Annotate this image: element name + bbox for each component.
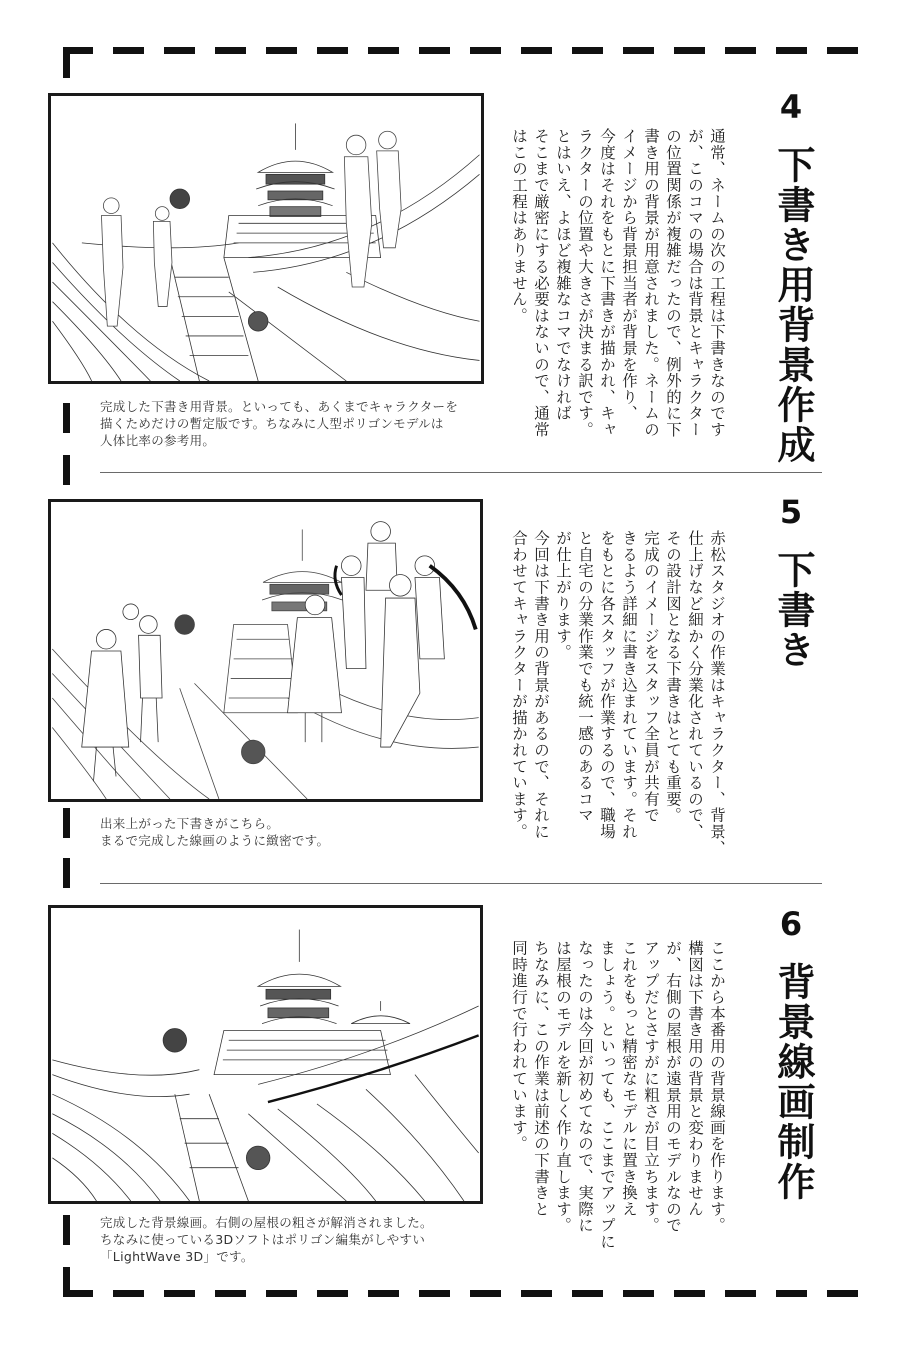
frame-dash [368, 1290, 399, 1297]
body-line: の位置関係が複雑だったので、例外的に下 [664, 128, 682, 438]
step-number: 5 [779, 493, 803, 531]
frame-dash [113, 47, 144, 54]
frame-dash [164, 1290, 195, 1297]
body-line: 完成のイメージをスタッフ全員が共有で [642, 530, 660, 824]
caption-line: 描くためだけの暫定版です。ちなみに人型ポリゴンモデルは [100, 416, 444, 431]
body-line: が、このコマの場合は背景とキャラクター [686, 128, 704, 438]
frame-dash [776, 47, 807, 54]
body-line: が、右側の屋根が遠景用のモデルなので [664, 940, 682, 1234]
body-line: 仕上げなど細かく分業化されているので、 [686, 530, 704, 840]
caption-step-4 [100, 398, 458, 449]
frame-dash [317, 47, 348, 54]
panel-image-background-lineart [48, 905, 483, 1204]
frame-dash [623, 1290, 654, 1297]
step-number: 6 [779, 905, 803, 943]
frame-dash [827, 1290, 858, 1297]
frame-dash [164, 47, 195, 54]
body-line: これをもっと精密なモデルに置き換え [620, 940, 638, 1218]
frame-dash [674, 1290, 705, 1297]
temple-background-draft-illustration [51, 96, 481, 381]
frame-dash [470, 1290, 501, 1297]
step-body-text [508, 940, 728, 1270]
step-title: 下書き [771, 550, 815, 670]
body-line: 赤松スタジオの作業はキャラクター、背景、 [708, 530, 726, 856]
body-line: が仕上がります。 [554, 530, 572, 661]
caption-line: 完成した背景線画。右側の屋根の粗さが解消されました。 [100, 1215, 433, 1230]
caption-step-5 [100, 815, 329, 849]
body-line: をもとに各スタッフが作業するので、職場 [598, 530, 616, 840]
frame-dash [266, 1290, 297, 1297]
frame-dash [827, 47, 858, 54]
body-line: は屋根のモデルを新しく作り直します。 [554, 940, 572, 1234]
body-line: 構図は下書き用の背景と変わりません [686, 940, 704, 1218]
body-line: ここから本番用の背景線画を作ります。 [708, 940, 726, 1234]
frame-dash [113, 1290, 144, 1297]
body-line: 合わせてキャラクターが描かれています。 [510, 530, 528, 840]
body-line: きるよう詳細に書き込まれています。それ [620, 530, 638, 840]
frame-dash [419, 47, 450, 54]
body-line: イメージから背景担当者が背景を作り、 [620, 128, 638, 422]
frame-dash [521, 47, 552, 54]
frame-dash [572, 1290, 603, 1297]
panel-image-pencil-draft [48, 499, 483, 802]
body-line: その設計図となる下書きはとても重要。 [664, 530, 682, 824]
body-line: 今回は下書き用の背景があるので、それに [532, 530, 550, 840]
temple-roof-lineart-illustration [51, 908, 480, 1201]
frame-dash [368, 47, 399, 54]
caption-line: 人体比率の参考用。 [100, 433, 216, 448]
caption-line: 「LightWave 3D」です。 [100, 1249, 254, 1264]
caption-line: 完成した下書き用背景。といっても、あくまでキャラクターを [100, 399, 459, 414]
body-line: ちなみに、この作業は前述の下書きと [532, 940, 550, 1218]
frame-dash [317, 1290, 348, 1297]
body-line: はこの工程はありません。 [510, 128, 528, 324]
frame-dash [623, 47, 654, 54]
frame-dash [674, 47, 705, 54]
frame-dash [725, 1290, 756, 1297]
step-number: 4 [779, 88, 803, 126]
body-line: ましょう。といっても、ここまでアップに [598, 940, 616, 1250]
section-divider [100, 472, 822, 473]
frame-dash [521, 1290, 552, 1297]
body-line: ラクターの位置や大きさが決まる訳です。 [576, 128, 594, 438]
body-line: とはいえ、よほど複雑なコマでなければ [554, 128, 572, 422]
step-title: 下書き用背景作成 [771, 145, 815, 465]
caption-line: まるで完成した線画のように緻密です。 [100, 833, 330, 848]
body-line: 今度はそれをもとに下書きが描かれ、キャ [598, 128, 616, 438]
frame-dash [725, 47, 756, 54]
frame-dash [572, 47, 603, 54]
caption-step-6 [100, 1214, 433, 1265]
frame-dash [266, 47, 297, 54]
frame-dash [419, 1290, 450, 1297]
body-line: そこまで厳密にする必要はないので、通常 [532, 128, 550, 438]
body-line: なったのは今回が初めてなので、実際に [576, 940, 594, 1234]
body-line: と自宅の分業作業でも統一感のあるコマ [576, 530, 594, 824]
panel-image-background-draft [48, 93, 484, 384]
body-line: 通常、ネームの次の工程は下書きなのです [708, 128, 726, 438]
frame-dash [215, 1290, 246, 1297]
frame-dash [470, 47, 501, 54]
body-line: 同時進行で行われています。 [510, 940, 528, 1152]
step-title: 背景線画制作 [771, 962, 815, 1202]
step-body-text [508, 530, 728, 860]
step-body-text [508, 128, 728, 463]
frame-dash [776, 1290, 807, 1297]
frame-dash [215, 47, 246, 54]
pencil-draft-characters-illustration [51, 502, 480, 799]
section-divider [100, 883, 822, 884]
caption-line: ちなみに使っている3Dソフトはポリゴン編集がしやすい [100, 1232, 426, 1247]
body-line: 書き用の背景が用意されました。ネームの [642, 128, 660, 438]
caption-line: 出来上がった下書きがこちら。 [100, 816, 280, 831]
body-line: アップだとさすがに粗さが目立ちます。 [642, 940, 660, 1234]
